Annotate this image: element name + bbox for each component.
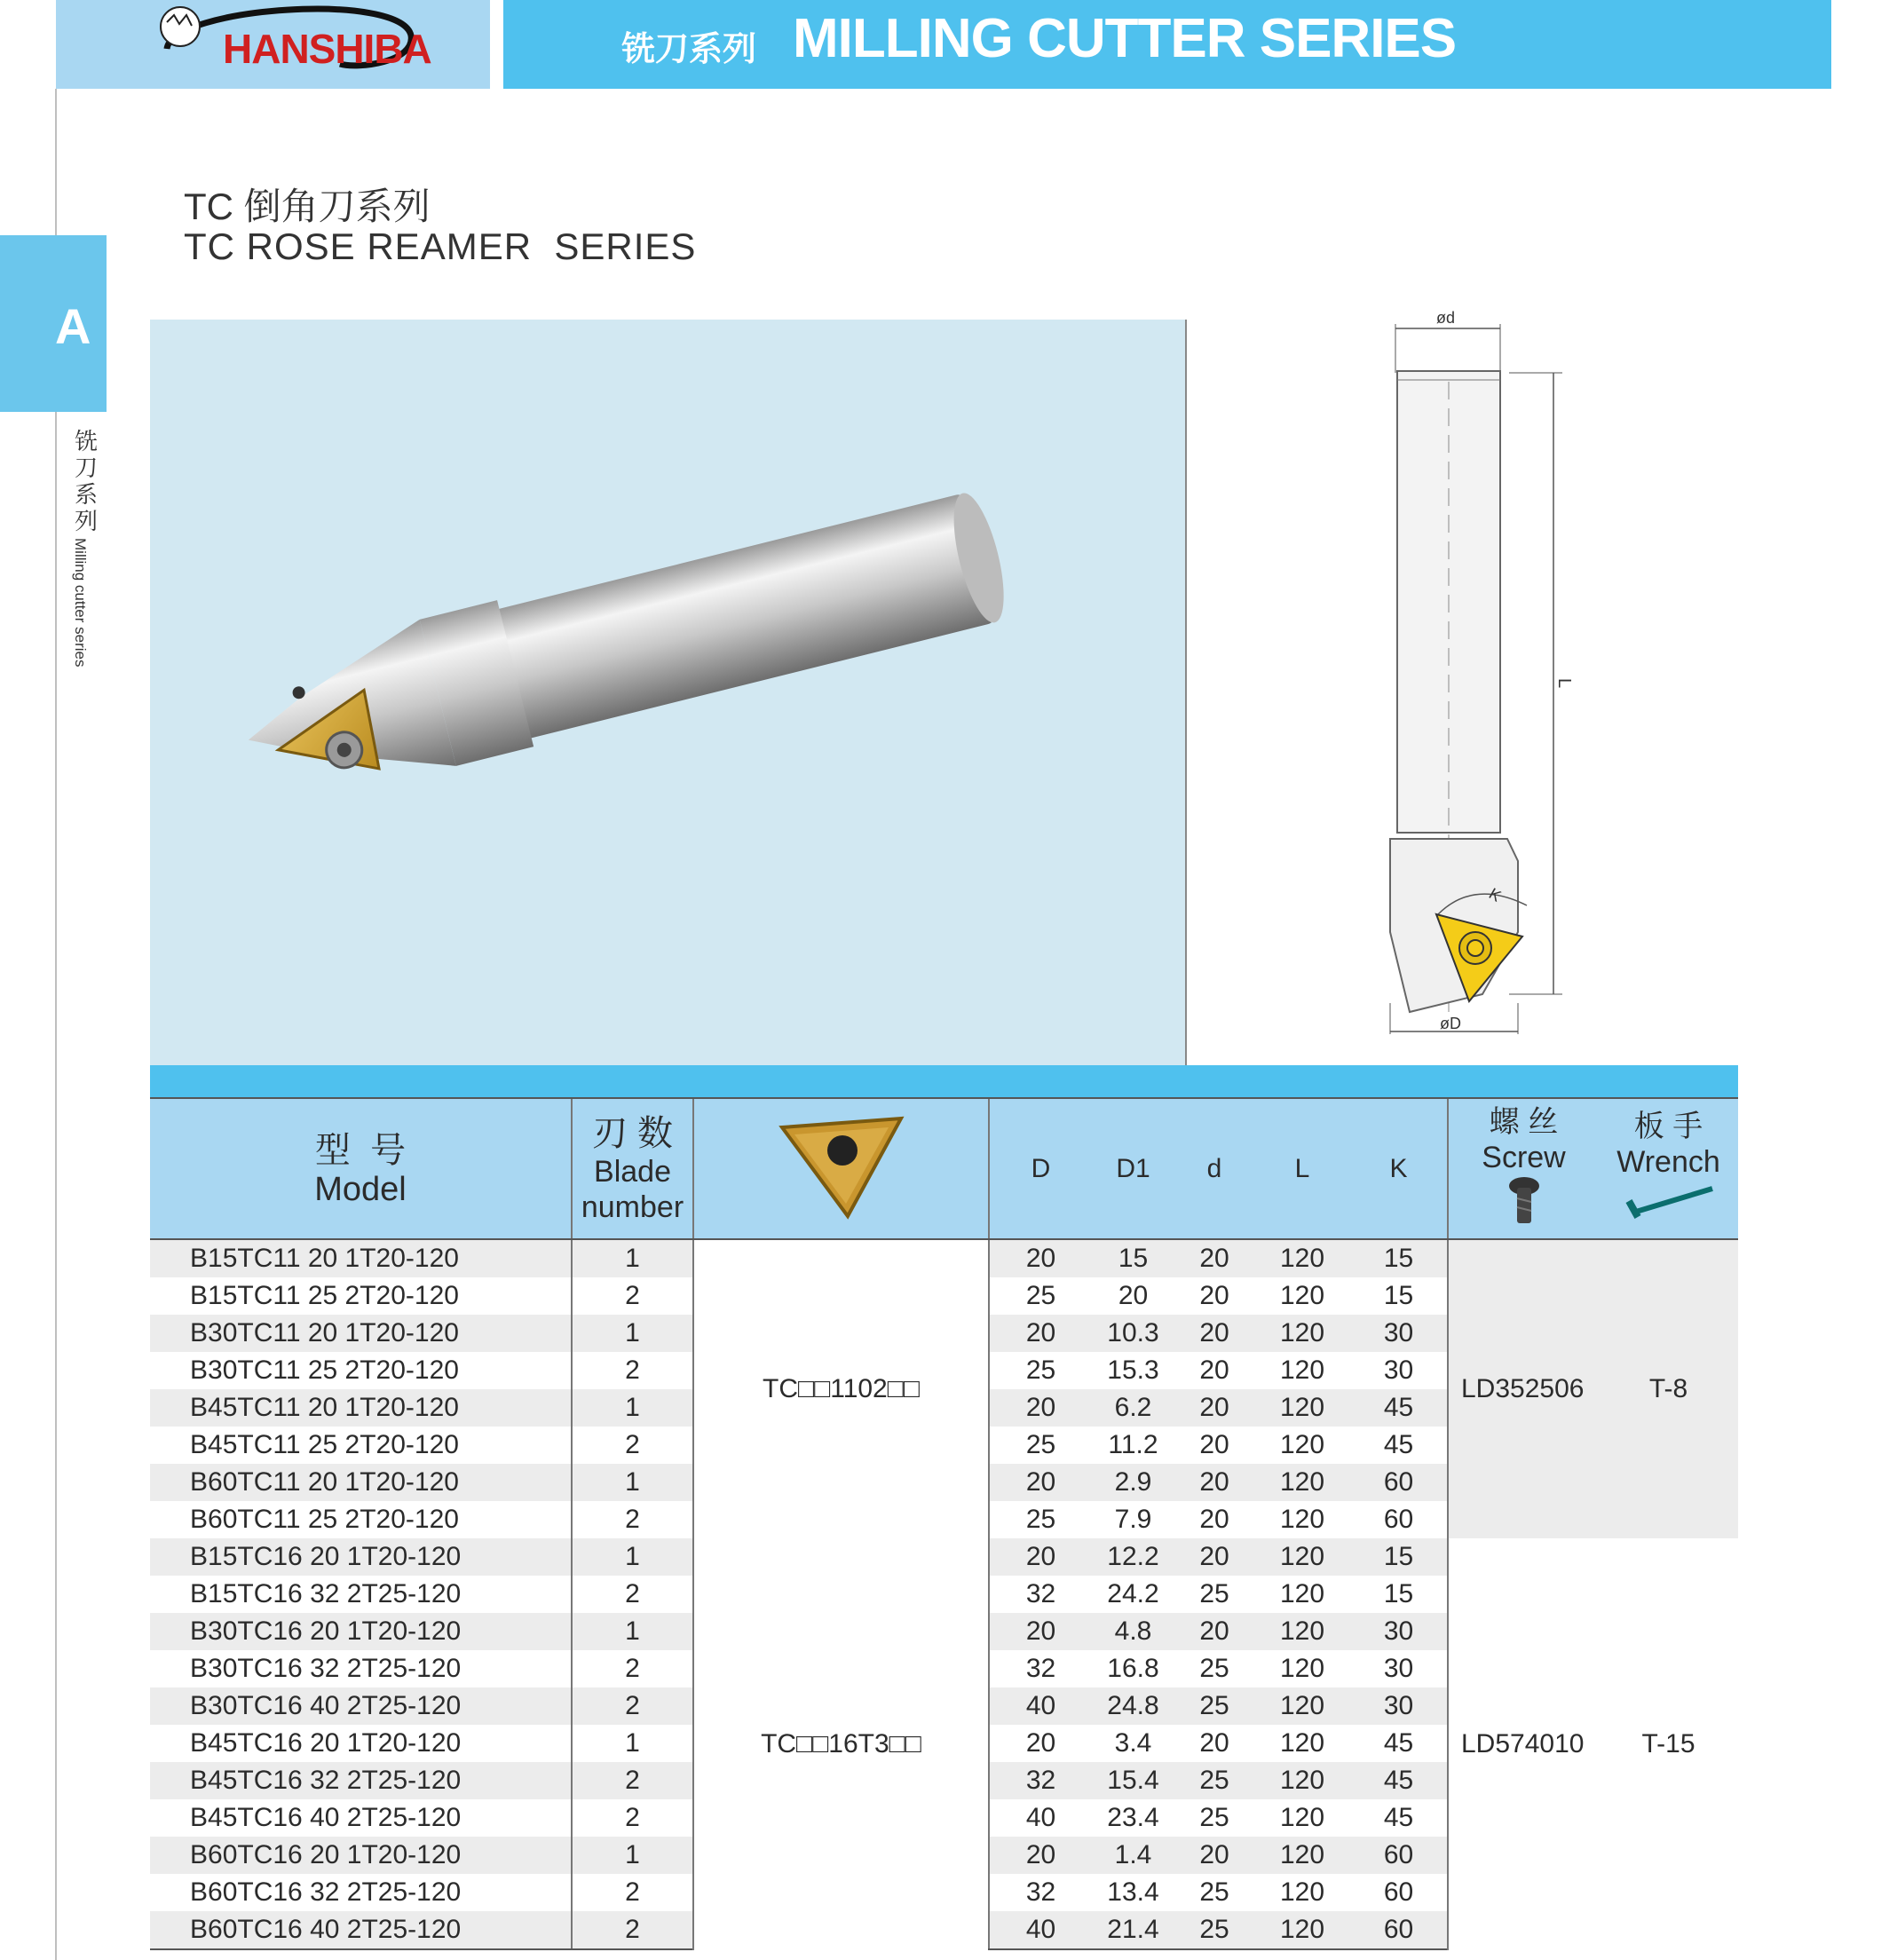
D-cell: 20 xyxy=(989,1464,1092,1501)
D-cell: 40 xyxy=(989,1799,1092,1837)
K-cell: 60 xyxy=(1350,1837,1448,1874)
L-cell: 120 xyxy=(1254,1837,1350,1874)
K-cell: 45 xyxy=(1350,1389,1448,1427)
D1-cell: 23.4 xyxy=(1092,1799,1174,1837)
d-cell: 20 xyxy=(1174,1837,1254,1874)
D1-cell: 7.9 xyxy=(1092,1501,1174,1538)
L-cell: 120 xyxy=(1254,1687,1350,1725)
screw-header-cn: 螺 丝 xyxy=(1489,1104,1559,1139)
photo-divider xyxy=(1185,320,1187,1065)
L-cell: 120 xyxy=(1254,1389,1350,1427)
D1-cell: 3.4 xyxy=(1092,1725,1174,1762)
D-cell: 25 xyxy=(989,1277,1092,1315)
wrench-cell: T-15 xyxy=(1599,1538,1738,1949)
rose-reamer-image xyxy=(150,320,1185,1065)
header-title-en: MILLING CUTTER SERIES xyxy=(793,8,1457,69)
drawing-svg xyxy=(1367,311,1580,1039)
screw-cell: LD574010 xyxy=(1448,1538,1599,1949)
blade-count-cell: 2 xyxy=(572,1576,693,1613)
D-cell: 40 xyxy=(989,1911,1092,1949)
D1-cell: 15 xyxy=(1092,1239,1174,1277)
insert-header xyxy=(693,1098,989,1239)
table-row xyxy=(150,1239,1738,1277)
section-tab[interactable] xyxy=(0,235,107,412)
D1-cell: 1.4 xyxy=(1092,1837,1174,1874)
table-top-bar xyxy=(150,1065,1738,1098)
drawing-L-label: L xyxy=(1554,677,1575,689)
model-cell: B15TC11 25 2T20-120 xyxy=(150,1277,572,1315)
model-cell: B15TC11 20 1T20-120 xyxy=(150,1239,572,1277)
model-cell: B45TC16 32 2T25-120 xyxy=(150,1762,572,1799)
K-header: K xyxy=(1350,1098,1448,1239)
model-cell: B30TC16 32 2T25-120 xyxy=(150,1650,572,1687)
side-label-en: Milling cutter series xyxy=(72,538,89,668)
L-cell: 120 xyxy=(1254,1501,1350,1538)
blade-count-cell: 1 xyxy=(572,1239,693,1277)
D1-cell: 15.4 xyxy=(1092,1762,1174,1799)
K-cell: 60 xyxy=(1350,1464,1448,1501)
D1-cell: 20 xyxy=(1092,1277,1174,1315)
d-cell: 20 xyxy=(1174,1538,1254,1576)
section-tab-letter: A xyxy=(55,298,91,354)
wrench-cell: T-8 xyxy=(1599,1239,1738,1538)
L-cell: 120 xyxy=(1254,1613,1350,1650)
K-cell: 45 xyxy=(1350,1762,1448,1799)
insert-icon xyxy=(775,1108,908,1223)
D1-cell: 24.8 xyxy=(1092,1687,1174,1725)
blade-count-cell: 1 xyxy=(572,1725,693,1762)
table-header-row xyxy=(150,1098,1738,1239)
D-cell: 32 xyxy=(989,1576,1092,1613)
L-cell: 120 xyxy=(1254,1239,1350,1277)
spec-table xyxy=(150,1065,1738,1950)
D-cell: 20 xyxy=(989,1315,1092,1352)
d-cell: 20 xyxy=(1174,1613,1254,1650)
blade-count-cell: 2 xyxy=(572,1911,693,1949)
D1-cell: 12.2 xyxy=(1092,1538,1174,1576)
screw-cell: LD352506 xyxy=(1448,1239,1599,1538)
L-cell: 120 xyxy=(1254,1874,1350,1911)
L-cell: 120 xyxy=(1254,1650,1350,1687)
insert-cell: TC□□1102□□ xyxy=(693,1239,989,1538)
screw-header xyxy=(1448,1098,1599,1239)
model-cell: B30TC16 40 2T25-120 xyxy=(150,1687,572,1725)
D-cell: 40 xyxy=(989,1687,1092,1725)
blade-count-cell: 2 xyxy=(572,1874,693,1911)
D-cell: 25 xyxy=(989,1427,1092,1464)
D-cell: 25 xyxy=(989,1352,1092,1389)
technical-drawing xyxy=(1367,311,1580,1039)
table-row xyxy=(150,1538,1738,1576)
d-cell: 20 xyxy=(1174,1389,1254,1427)
blade-count-cell: 2 xyxy=(572,1277,693,1315)
D-cell: 20 xyxy=(989,1538,1092,1576)
wrench-header-cn: 板 手 xyxy=(1633,1109,1703,1143)
K-cell: 15 xyxy=(1350,1576,1448,1613)
screw-header-en: Screw xyxy=(1482,1140,1566,1174)
K-cell: 15 xyxy=(1350,1239,1448,1277)
D-cell: 32 xyxy=(989,1874,1092,1911)
D1-cell: 15.3 xyxy=(1092,1352,1174,1389)
L-cell: 120 xyxy=(1254,1315,1350,1352)
D1-cell: 13.4 xyxy=(1092,1874,1174,1911)
d-cell: 25 xyxy=(1174,1687,1254,1725)
wrench-header-en: Wrench xyxy=(1616,1144,1720,1179)
blade-header xyxy=(572,1098,693,1239)
D1-cell: 6.2 xyxy=(1092,1389,1174,1427)
D1-header: D1 xyxy=(1092,1098,1174,1239)
side-label-cn: 铣刀系列 xyxy=(74,428,98,534)
D-cell: 20 xyxy=(989,1837,1092,1874)
model-cell: B45TC11 25 2T20-120 xyxy=(150,1427,572,1464)
model-cell: B30TC11 25 2T20-120 xyxy=(150,1352,572,1389)
section-title-en: TC ROSE REAMER SERIES xyxy=(184,225,697,267)
section-title-cn: TC 倒角刀系列 xyxy=(184,186,431,227)
model-cell: B15TC16 20 1T20-120 xyxy=(150,1538,572,1576)
model-cell: B60TC16 40 2T25-120 xyxy=(150,1911,572,1949)
L-cell: 120 xyxy=(1254,1762,1350,1799)
d-cell: 20 xyxy=(1174,1501,1254,1538)
K-cell: 15 xyxy=(1350,1277,1448,1315)
K-cell: 60 xyxy=(1350,1501,1448,1538)
D-cell: 32 xyxy=(989,1762,1092,1799)
d-cell: 20 xyxy=(1174,1464,1254,1501)
blade-count-cell: 2 xyxy=(572,1427,693,1464)
d-cell: 20 xyxy=(1174,1315,1254,1352)
blade-count-cell: 2 xyxy=(572,1501,693,1538)
d-cell: 20 xyxy=(1174,1239,1254,1277)
d-cell: 25 xyxy=(1174,1911,1254,1949)
drawing-K-label: K xyxy=(1486,884,1505,905)
brand-name: HANSHIBA xyxy=(223,26,431,72)
L-cell: 120 xyxy=(1254,1725,1350,1762)
K-cell: 15 xyxy=(1350,1538,1448,1576)
blade-count-cell: 2 xyxy=(572,1352,693,1389)
K-cell: 45 xyxy=(1350,1725,1448,1762)
d-cell: 25 xyxy=(1174,1799,1254,1837)
model-cell: B15TC16 32 2T25-120 xyxy=(150,1576,572,1613)
blade-count-cell: 2 xyxy=(572,1650,693,1687)
d-cell: 20 xyxy=(1174,1725,1254,1762)
D-header: D xyxy=(989,1098,1092,1239)
blade-count-cell: 2 xyxy=(572,1687,693,1725)
d-cell: 20 xyxy=(1174,1427,1254,1464)
d-cell: 20 xyxy=(1174,1352,1254,1389)
K-cell: 45 xyxy=(1350,1799,1448,1837)
D1-cell: 2.9 xyxy=(1092,1464,1174,1501)
model-cell: B45TC11 20 1T20-120 xyxy=(150,1389,572,1427)
model-cell: B45TC16 20 1T20-120 xyxy=(150,1725,572,1762)
D1-cell: 11.2 xyxy=(1092,1427,1174,1464)
blade-count-cell: 1 xyxy=(572,1837,693,1874)
insert-cell: TC□□16T3□□ xyxy=(693,1538,989,1949)
drawing-D-label: øD xyxy=(1440,1015,1461,1032)
model-cell: B30TC11 20 1T20-120 xyxy=(150,1315,572,1352)
K-cell: 30 xyxy=(1350,1315,1448,1352)
model-cell: B60TC16 20 1T20-120 xyxy=(150,1837,572,1874)
blade-header-cn: 刃 数 xyxy=(591,1113,674,1153)
K-cell: 45 xyxy=(1350,1427,1448,1464)
model-cell: B60TC11 25 2T20-120 xyxy=(150,1501,572,1538)
blade-header-en1: Blade xyxy=(594,1154,671,1189)
model-header xyxy=(150,1098,572,1239)
K-cell: 30 xyxy=(1350,1613,1448,1650)
blade-count-cell: 1 xyxy=(572,1389,693,1427)
logo-box xyxy=(56,0,490,89)
L-cell: 120 xyxy=(1254,1464,1350,1501)
blade-count-cell: 2 xyxy=(572,1799,693,1837)
blade-count-cell: 2 xyxy=(572,1762,693,1799)
D-cell: 20 xyxy=(989,1725,1092,1762)
D1-cell: 16.8 xyxy=(1092,1650,1174,1687)
blade-count-cell: 1 xyxy=(572,1464,693,1501)
L-cell: 120 xyxy=(1254,1352,1350,1389)
L-cell: 120 xyxy=(1254,1538,1350,1576)
K-cell: 60 xyxy=(1350,1911,1448,1949)
drawing-d-label: ød xyxy=(1436,309,1456,327)
blade-count-cell: 1 xyxy=(572,1538,693,1576)
wrench-header xyxy=(1599,1098,1738,1239)
D1-cell: 21.4 xyxy=(1092,1911,1174,1949)
L-cell: 120 xyxy=(1254,1427,1350,1464)
D-cell: 20 xyxy=(989,1389,1092,1427)
D-cell: 25 xyxy=(989,1501,1092,1538)
model-cell: B60TC11 20 1T20-120 xyxy=(150,1464,572,1501)
blade-count-cell: 1 xyxy=(572,1613,693,1650)
D-cell: 32 xyxy=(989,1650,1092,1687)
model-header-cn: 型 号 xyxy=(314,1130,407,1170)
model-header-en: Model xyxy=(314,1170,407,1208)
screw-icon xyxy=(1506,1175,1542,1227)
blade-count-cell: 1 xyxy=(572,1315,693,1352)
d-cell: 25 xyxy=(1174,1576,1254,1613)
D1-cell: 10.3 xyxy=(1092,1315,1174,1352)
product-photo xyxy=(150,320,1185,1065)
model-cell: B60TC16 32 2T25-120 xyxy=(150,1874,572,1911)
K-cell: 30 xyxy=(1350,1650,1448,1687)
d-cell: 25 xyxy=(1174,1650,1254,1687)
D-cell: 20 xyxy=(989,1613,1092,1650)
d-cell: 25 xyxy=(1174,1874,1254,1911)
D1-cell: 4.8 xyxy=(1092,1613,1174,1650)
D-cell: 20 xyxy=(989,1239,1092,1277)
L-cell: 120 xyxy=(1254,1911,1350,1949)
L-header: L xyxy=(1254,1098,1350,1239)
L-cell: 120 xyxy=(1254,1277,1350,1315)
model-cell: B30TC16 20 1T20-120 xyxy=(150,1613,572,1650)
L-cell: 120 xyxy=(1254,1799,1350,1837)
K-cell: 30 xyxy=(1350,1687,1448,1725)
d-cell: 25 xyxy=(1174,1762,1254,1799)
model-cell: B45TC16 40 2T25-120 xyxy=(150,1799,572,1837)
d-cell: 20 xyxy=(1174,1277,1254,1315)
L-cell: 120 xyxy=(1254,1576,1350,1613)
header-title-cn: 铣刀系列 xyxy=(621,31,757,68)
K-cell: 60 xyxy=(1350,1874,1448,1911)
K-cell: 30 xyxy=(1350,1352,1448,1389)
blade-header-en2: number xyxy=(581,1189,684,1224)
wrench-icon xyxy=(1620,1180,1718,1222)
D1-cell: 24.2 xyxy=(1092,1576,1174,1613)
d-header: d xyxy=(1174,1098,1254,1239)
